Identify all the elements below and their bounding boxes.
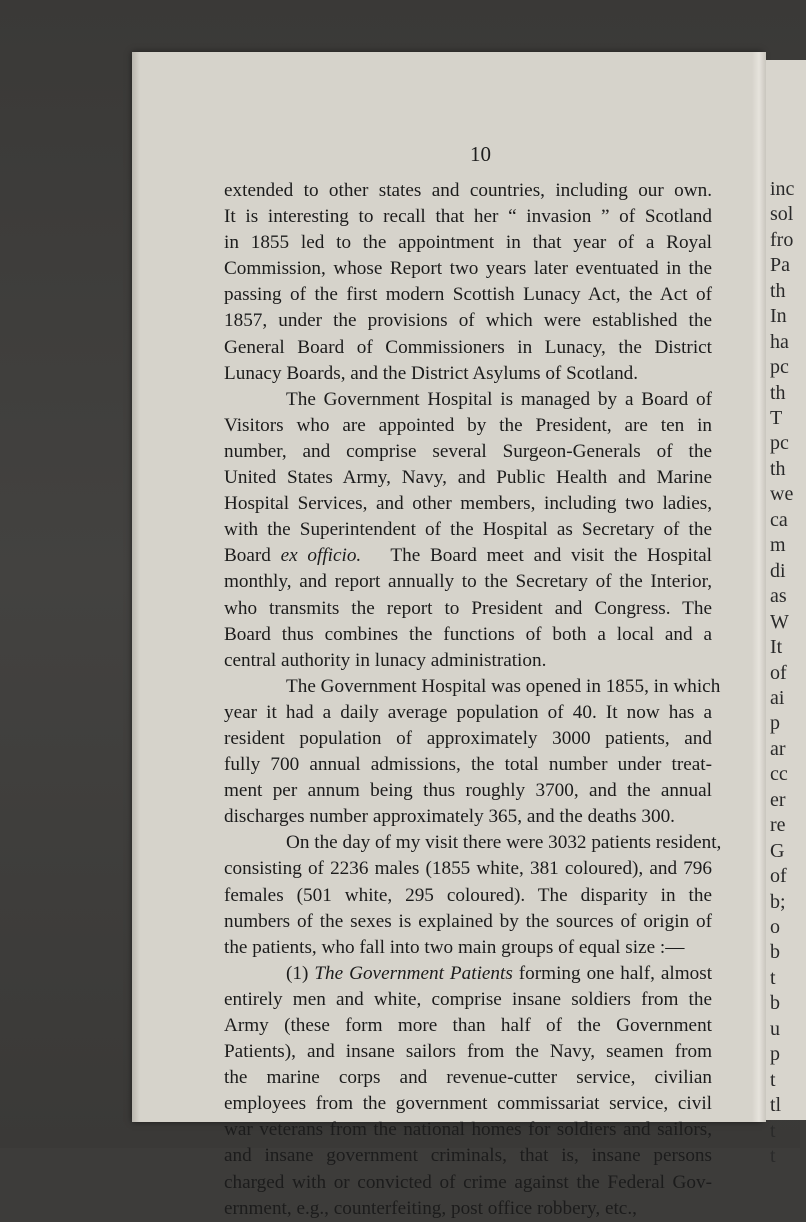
facing-page-text-fragment: T [770, 407, 783, 430]
facing-page-text-fragment: tl [770, 1094, 782, 1117]
text-line: entirely men and white, comprise insane soldiers from the [224, 988, 712, 1010]
facing-page-text-fragment: u [770, 1017, 780, 1040]
text-line: resident population of approximately 3000 patients, and [224, 727, 712, 749]
text-fragment: The Board meet and visit the Hospital [390, 545, 713, 567]
facing-page-text-fragment: t [770, 966, 776, 989]
text-line: numbers of the sexes is explained by the sources of origin of [224, 910, 712, 932]
facing-page-text-fragment: of [770, 865, 787, 888]
facing-page-text-fragment: b; [770, 890, 786, 913]
facing-page-fragment [766, 60, 806, 1167]
facing-page-text-fragment: It [770, 636, 783, 659]
facing-page-text-fragment: Pa [770, 254, 790, 277]
facing-page-text-fragment: o [770, 915, 780, 938]
text-line-mixed [224, 961, 712, 987]
text-line: who transmits the report to President and Congress. The [224, 597, 712, 619]
government-patients-italic: The Government Patients [314, 962, 513, 984]
facing-page-text-fragment: In [770, 305, 787, 328]
text-fragment: forming one half, almost [518, 962, 713, 984]
facing-page-text-fragment: G [770, 839, 785, 862]
text-line: central authority in lunacy administration. [224, 649, 547, 671]
text-line: Visitors who are appointed by the President, are ten in [224, 414, 712, 436]
text-line: fully 700 annual admissions, the total number under treat- [224, 754, 712, 776]
board-prefix: Board [224, 545, 271, 567]
facing-page-text-fragment: th [770, 279, 786, 302]
text-line: charged with or convicted of crime against the Federal Gov- [224, 1171, 712, 1193]
text-line: 1857, under the provisions of which were established the [224, 310, 712, 332]
text-line: the marine corps and revenue-cutter service, civilian [224, 1067, 712, 1089]
facing-page-text-fragment: th [770, 457, 786, 480]
text-line: year it had a daily average population of 40. It now has a [224, 701, 712, 723]
ex-officio-italic: ex officio. [280, 545, 362, 567]
facing-page-text-fragment: we [770, 483, 794, 506]
facing-page-text-fragment: b [770, 941, 780, 964]
text-line: extended to other states and countries, including our own. [224, 180, 712, 201]
item1-prefix: (1) [286, 962, 309, 984]
text-line: On the day of my visit there were 3032 patients resident, [286, 832, 722, 854]
text-line: Board thus combines the functions of both a local and a [224, 623, 712, 645]
text-line: and insane government criminals, that is, insane persons [224, 1145, 712, 1167]
facing-page-text-fragment: ar [770, 737, 786, 760]
text-line: Lunacy Boards, and the District Asylums of Scotland. [224, 362, 639, 384]
text-line: ernment, e.g., counterfeiting, post office robbery, etc., [224, 1197, 637, 1219]
facing-page-text-fragment: pc [770, 432, 789, 455]
text-line: General Board of Commissioners in Lunacy, the District [224, 336, 712, 358]
facing-page-text-fragment: sol [770, 203, 794, 226]
facing-page-text-fragment: as [770, 585, 787, 608]
facing-page-text-fragment: pc [770, 356, 789, 379]
text-line-mixed [224, 543, 712, 569]
facing-page-text-fragment: cc [770, 763, 788, 786]
text-line: monthly, and report annually to the Secretary of the Interior, [224, 571, 712, 593]
body-text [224, 178, 722, 1222]
facing-page-text-fragment: t [770, 1068, 776, 1091]
text-line: discharges number approximately 365, and the deaths 300. [224, 806, 675, 828]
text-line: ment per annum being thus roughly 3700, and the annual [224, 780, 712, 802]
facing-page-text-fragment: of [770, 661, 787, 684]
text-line: Patients), and insane sailors from the Navy, seamen from [224, 1041, 712, 1063]
facing-page-text-fragment: ha [770, 330, 789, 353]
text-line: consisting of 2236 males (1855 white, 381 coloured), and 796 [224, 858, 712, 880]
text-line: The Government Hospital was opened in 1855, in which [286, 675, 721, 697]
page-fore-edge [752, 52, 766, 1122]
facing-page-text-fragment: p [770, 712, 780, 735]
text-line: Hospital Services, and other members, including two ladies, [224, 493, 712, 515]
facing-page-text-fragment: t [770, 1145, 776, 1167]
facing-page-text-fragment: p [770, 1043, 780, 1066]
facing-page-text-fragment: t [770, 1119, 776, 1142]
text-line: Commission, whose Report two years later eventuated in the [224, 258, 712, 280]
text-line: passing of the first modern Scottish Lunacy Act, the Act of [224, 284, 712, 306]
text-line: with the Superintendent of the Hospital as Secretary of the [224, 519, 712, 541]
facing-page-text-fragment: re [770, 814, 786, 837]
facing-page-text-fragment: di [770, 559, 786, 582]
facing-page-text-fragment: fro [770, 228, 794, 251]
facing-page-text-fragment: th [770, 381, 786, 404]
facing-page-text-fragment: W [770, 610, 789, 633]
page-gutter-shadow [132, 52, 140, 1122]
facing-page-text-fragment: b [770, 992, 780, 1015]
text-line: employees from the government commissariat service, civil [224, 1093, 712, 1115]
text-line: war veterans from the national homes for soldiers and sailors, [224, 1119, 712, 1141]
text-line: number, and comprise several Surgeon-Generals of the [224, 440, 712, 462]
page-number: 10 [470, 142, 491, 166]
text-line: The Government Hospital is managed by a Board of [286, 388, 712, 410]
text-line: Army (these form more than half of the Government [224, 1015, 712, 1036]
facing-page-text-fragment: inc [770, 178, 795, 200]
text-line: females (501 white, 295 coloured). The disparity in the [224, 884, 712, 906]
text-line: It is interesting to recall that her “ invasion ” of Scotland [224, 206, 712, 228]
facing-page-text-fragment: ca [770, 508, 788, 531]
facing-page-text-fragment: er [770, 788, 786, 811]
facing-page-text-fragment: m [770, 534, 786, 557]
text-line: in 1855 led to the appointment in that year of a Royal [224, 232, 712, 254]
text-line: the patients, who fall into two main groups of equal size :— [224, 936, 685, 958]
text-line: United States Army, Navy, and Public Health and Marine [224, 467, 712, 489]
facing-page-text-fragment: ai [770, 686, 785, 709]
